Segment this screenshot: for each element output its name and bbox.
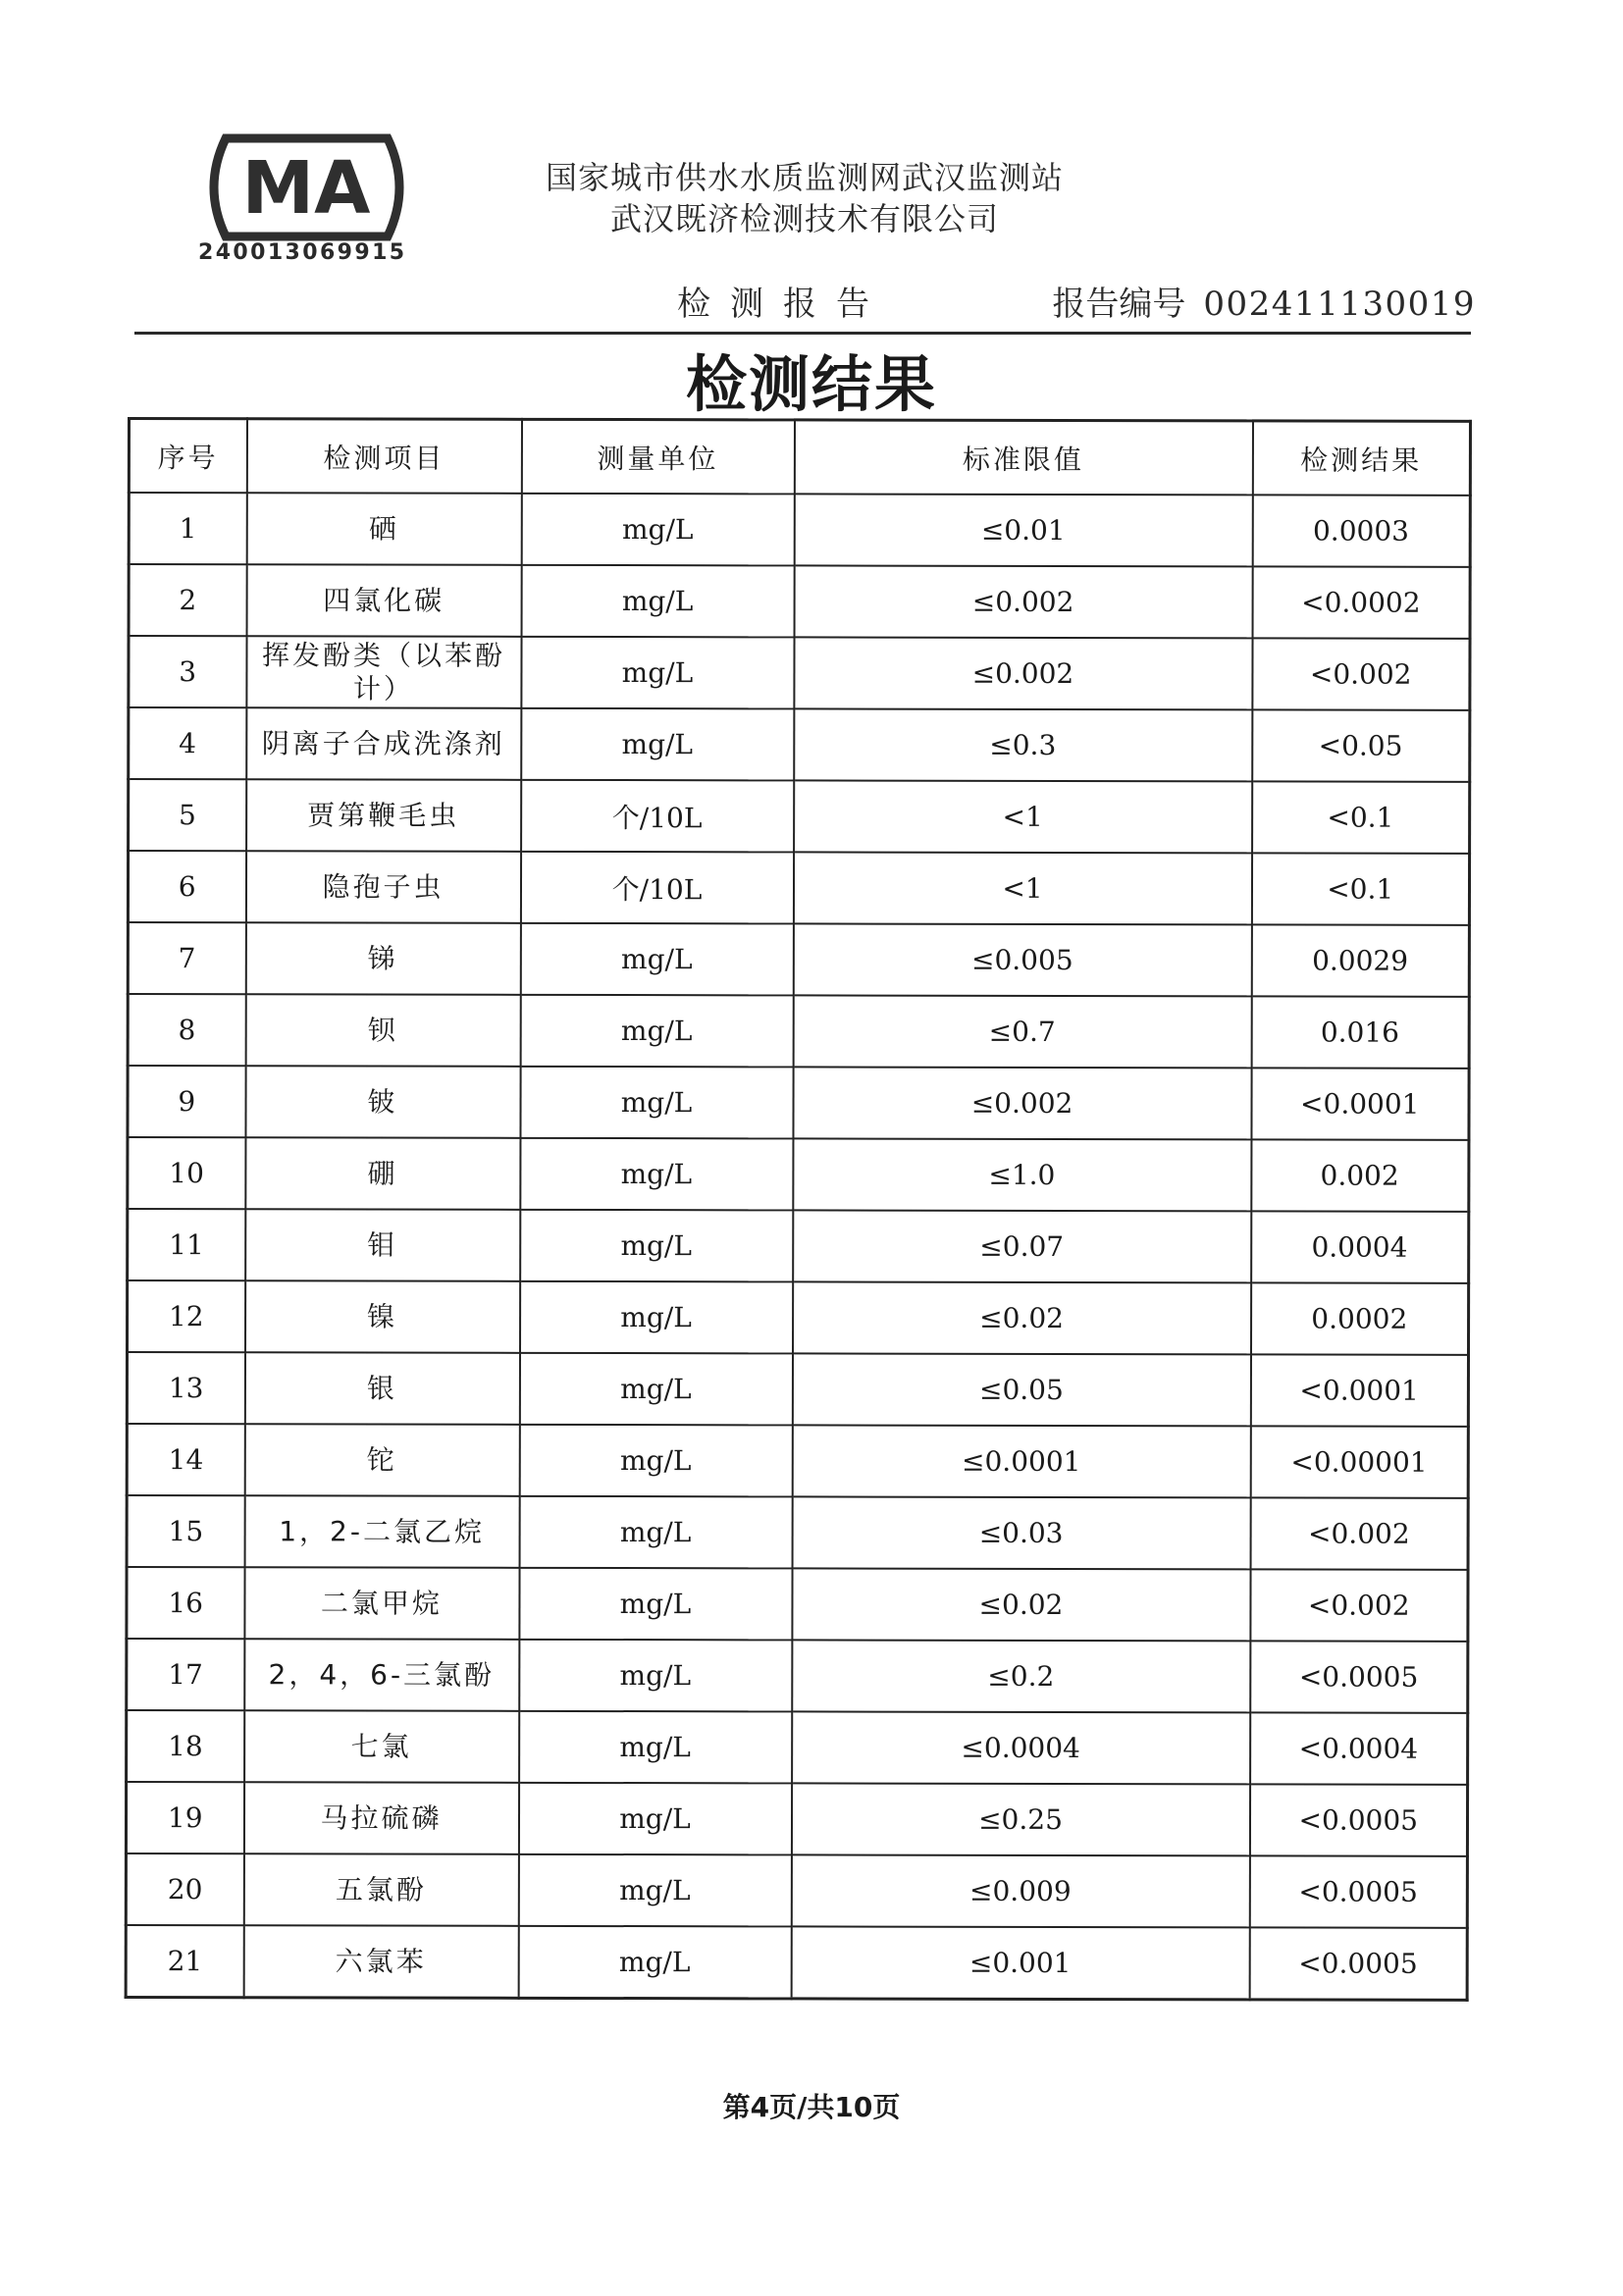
- cell-standard-limit: ≤0.25: [791, 1783, 1249, 1855]
- cell-test-result: 0.0004: [1251, 1211, 1469, 1282]
- cell-test-result: <0.002: [1250, 1569, 1468, 1641]
- column-header-unit: 测量单位: [521, 419, 794, 494]
- cell-test-result: <0.0005: [1249, 1855, 1467, 1927]
- report-number: [1052, 277, 1476, 325]
- cell-number: 20: [126, 1853, 243, 1925]
- cell-standard-limit: ≤0.03: [792, 1496, 1250, 1569]
- column-header-result: 检测结果: [1252, 421, 1470, 496]
- cell-number: 12: [128, 1280, 245, 1352]
- cell-test-item: 六氯苯: [243, 1925, 518, 1998]
- cell-number: 3: [129, 636, 246, 707]
- cell-standard-limit: ≤0.05: [792, 1353, 1250, 1426]
- cell-test-result: <0.0001: [1250, 1354, 1468, 1426]
- org-name-line2: 武汉既济检测技术有限公司: [609, 200, 999, 237]
- cell-test-item: 硼: [245, 1137, 520, 1210]
- cell-unit: mg/L: [520, 995, 793, 1068]
- cell-unit: mg/L: [520, 923, 793, 996]
- table-row: [127, 1352, 1468, 1427]
- table-row: [127, 1495, 1468, 1570]
- table-row: [128, 1137, 1469, 1212]
- cell-standard-limit: ≤1.0: [793, 1138, 1251, 1211]
- cell-test-item: 二氯甲烷: [244, 1567, 519, 1640]
- cell-test-result: <0.0005: [1249, 1784, 1467, 1855]
- cell-number: 10: [128, 1137, 245, 1209]
- cell-test-result: <0.00001: [1250, 1426, 1468, 1497]
- org-name-line1: 国家城市供水水质监测网武汉监测站: [545, 159, 1064, 196]
- cma-logo: [196, 132, 417, 265]
- cell-standard-limit: ≤0.02: [792, 1568, 1250, 1641]
- cell-unit: mg/L: [519, 1496, 792, 1569]
- cell-test-item: 七氯: [244, 1710, 519, 1783]
- cell-unit: 个/10L: [520, 852, 793, 924]
- cell-test-item: 银: [244, 1352, 519, 1425]
- cell-unit: mg/L: [521, 637, 794, 709]
- table-row: [127, 1567, 1468, 1642]
- cell-unit: mg/L: [520, 1138, 793, 1211]
- table-row: [129, 493, 1470, 567]
- cell-test-item: 铍: [245, 1066, 520, 1138]
- table-row: [129, 707, 1470, 782]
- cell-unit: mg/L: [520, 1210, 793, 1282]
- cell-test-item: 钼: [245, 1209, 520, 1281]
- table-row: [127, 1424, 1468, 1498]
- cell-test-result: 0.016: [1251, 996, 1469, 1068]
- cell-number: 11: [128, 1209, 245, 1280]
- cell-unit: mg/L: [521, 708, 794, 781]
- results-table-body: [126, 493, 1470, 2000]
- cell-number: 1: [129, 493, 246, 564]
- cell-standard-limit: <1: [793, 852, 1251, 924]
- document-type: 检测报告: [677, 285, 889, 324]
- cma-mark: [196, 132, 417, 242]
- cell-number: 5: [129, 779, 246, 851]
- cell-unit: 个/10L: [521, 780, 794, 853]
- cell-standard-limit: ≤0.02: [793, 1281, 1251, 1354]
- cell-standard-limit: ≤0.0004: [792, 1711, 1250, 1784]
- cell-standard-limit: ≤0.2: [792, 1640, 1250, 1712]
- table-row: [129, 564, 1470, 639]
- cell-standard-limit: ≤0.002: [794, 637, 1252, 709]
- cell-number: 15: [127, 1495, 244, 1567]
- report-number-label: 报告编号: [1052, 285, 1186, 324]
- cell-number: 18: [127, 1710, 244, 1782]
- cell-unit: mg/L: [521, 494, 794, 566]
- cell-test-result: <0.0001: [1251, 1068, 1469, 1139]
- table-row: [128, 1066, 1469, 1140]
- cell-test-result: <0.002: [1252, 638, 1470, 709]
- cell-number: 6: [128, 851, 245, 922]
- cell-test-result: <0.1: [1251, 853, 1469, 924]
- column-header-limit: 标准限值: [794, 420, 1252, 495]
- table-row: [126, 1782, 1467, 1856]
- cell-standard-limit: ≤0.07: [793, 1210, 1251, 1282]
- results-table: [125, 417, 1472, 2002]
- header-divider: [134, 332, 1471, 335]
- cell-test-result: <0.0005: [1250, 1641, 1468, 1712]
- cell-number: 19: [126, 1782, 243, 1853]
- results-table-container: [125, 417, 1469, 2002]
- cell-test-result: <0.0004: [1250, 1712, 1468, 1784]
- cell-test-result: <0.05: [1252, 709, 1470, 781]
- cma-logo-text: MA: [241, 146, 371, 231]
- cell-unit: mg/L: [519, 1640, 792, 1712]
- cell-test-item: 锑: [245, 922, 520, 995]
- cell-unit: mg/L: [520, 1067, 793, 1139]
- cell-standard-limit: ≤0.7: [793, 995, 1251, 1068]
- cell-standard-limit: ≤0.009: [791, 1854, 1249, 1927]
- cell-test-result: <0.0005: [1249, 1927, 1467, 2000]
- cell-standard-limit: ≤0.3: [794, 708, 1252, 781]
- cell-standard-limit: ≤0.01: [794, 494, 1252, 566]
- organization-names: [530, 157, 1079, 239]
- table-row: [129, 779, 1470, 854]
- table-row: [126, 1925, 1467, 2000]
- table-row: [129, 636, 1470, 710]
- cell-number: 17: [127, 1639, 244, 1710]
- page-number: 第4页/共10页: [722, 2091, 901, 2123]
- cell-unit: mg/L: [521, 565, 794, 638]
- table-row: [126, 1853, 1467, 1928]
- report-number-value: 002411130019: [1203, 285, 1476, 324]
- cell-unit: mg/L: [518, 1783, 791, 1855]
- cell-number: 21: [126, 1925, 243, 1998]
- column-header-no: 序号: [129, 419, 246, 494]
- cell-test-result: 0.0003: [1252, 495, 1470, 566]
- cell-test-item: 四氯化碳: [246, 564, 521, 637]
- cell-test-item: 镍: [245, 1280, 520, 1353]
- cell-test-item: 阴离子合成洗涤剂: [246, 707, 521, 780]
- cell-standard-limit: ≤0.0001: [792, 1425, 1250, 1497]
- cell-test-result: 0.0029: [1251, 924, 1469, 996]
- cell-number: 13: [127, 1352, 244, 1424]
- page-title: 检测结果: [685, 348, 937, 420]
- table-row: [128, 922, 1469, 997]
- cell-test-result: <0.002: [1250, 1497, 1468, 1569]
- cell-number: 14: [127, 1424, 244, 1495]
- cell-standard-limit: ≤0.005: [793, 923, 1251, 996]
- cell-standard-limit: ≤0.002: [794, 565, 1252, 638]
- cell-test-item: 马拉硫磷: [243, 1782, 518, 1854]
- cell-test-item: 钡: [245, 994, 520, 1067]
- cell-test-result: 0.0002: [1251, 1282, 1469, 1354]
- table-row: [128, 1280, 1469, 1355]
- cell-test-result: 0.002: [1251, 1139, 1469, 1211]
- table-row: [127, 1710, 1468, 1785]
- table-row: [128, 851, 1469, 925]
- cell-unit: mg/L: [520, 1281, 793, 1354]
- cell-test-item: 2，4，6-三氯酚: [244, 1639, 519, 1711]
- table-header-row: [129, 419, 1470, 496]
- cell-unit: mg/L: [519, 1353, 792, 1426]
- cell-test-result: <0.0002: [1252, 566, 1470, 638]
- column-header-item: 检测项目: [246, 419, 521, 494]
- cell-number: 8: [128, 994, 245, 1066]
- cell-test-item: 1，2-二氯乙烷: [244, 1495, 519, 1568]
- cell-number: 9: [128, 1066, 245, 1137]
- cell-number: 16: [127, 1567, 244, 1639]
- cell-test-item: 铊: [244, 1424, 519, 1496]
- cell-standard-limit: ≤0.002: [793, 1067, 1251, 1139]
- cell-test-item: 隐孢子虫: [245, 851, 520, 923]
- cell-unit: mg/L: [519, 1425, 792, 1497]
- table-row: [128, 994, 1469, 1069]
- cell-unit: mg/L: [519, 1568, 792, 1641]
- cell-number: 7: [128, 922, 245, 994]
- cell-number: 4: [129, 707, 246, 779]
- cell-standard-limit: ≤0.001: [791, 1926, 1249, 1999]
- cell-standard-limit: <1: [794, 780, 1252, 853]
- table-row: [128, 1209, 1469, 1283]
- cell-test-item: 挥发酚类（以苯酚计）: [246, 636, 521, 708]
- cell-test-result: <0.1: [1252, 781, 1470, 853]
- logo-certificate-code: 240013069915: [198, 240, 407, 265]
- cell-test-item: 贾第鞭毛虫: [246, 779, 521, 852]
- cell-test-item: 五氯酚: [243, 1853, 518, 1926]
- cell-unit: mg/L: [518, 1926, 791, 1999]
- cell-test-item: 硒: [246, 493, 521, 565]
- cell-unit: mg/L: [518, 1854, 791, 1927]
- table-row: [127, 1639, 1468, 1713]
- cell-unit: mg/L: [519, 1711, 792, 1784]
- cell-number: 2: [129, 564, 246, 636]
